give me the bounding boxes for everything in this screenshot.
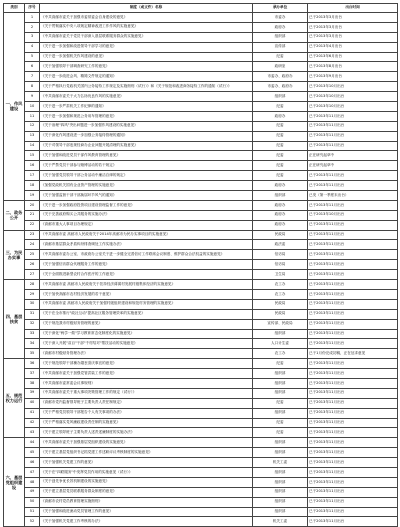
issue-time: 已于2013年11月出台 [308,458,398,468]
issue-time: 已于2013年11月出台 [308,141,398,151]
table-body [4,13,398,527]
row-number: 27 [25,270,40,280]
issue-time: 已于2013年11月出台 [308,398,398,408]
issue-time: 已于2013年11月出台 [308,121,398,131]
issue-time: 已于2013年11月出台 [308,487,398,497]
table-row [4,32,398,42]
document-name: 《关于建立基层党组织书记抓党建工作述职评议考核制度的实施意见》 [40,448,253,458]
row-number: 18 [25,181,40,191]
issue-time: 已于2013年10月出台 [308,210,398,220]
table-row [4,517,398,527]
document-name: 《关于加快高邮市农村经济发展的若干意见》 [40,289,253,299]
document-name: 《中共高邮市委 高邮市人民政府关于扶持经济薄弱村发展村级集体经济的实施意见》 [40,280,253,290]
row-number: 9 [25,92,40,102]
issue-time: 已于2013年3月出台 [308,32,398,42]
table-row [4,398,398,408]
row-number: 38 [25,378,40,388]
responsible-unit: 纪委 [253,359,308,369]
document-name: 《中共高邮市委办公室、市政府办公室关于进一步健全完善信访工作联席会议制度、维护群众合法权益的实施意见》 [40,250,253,260]
responsible-unit: 组织部 [253,448,308,458]
issue-time: 已于2013年3月出台 [308,22,398,32]
table-row [4,230,398,240]
row-number: 34 [25,339,40,349]
table-row [4,191,398,201]
issue-time: 已于2013年9月出台 [308,72,398,82]
responsible-unit: 组织部 [253,329,308,339]
row-number: 20 [25,200,40,210]
document-name: 《关于进一步加强机关作风建设的意见》 [40,52,253,62]
table-row [4,299,398,309]
table-row [4,378,398,388]
issue-time: 已于2013年11月出台 [308,359,398,369]
header-name: 制度（或文件）名称 [40,4,253,13]
row-number: 43 [25,428,40,438]
category-cell: 六、基层党组织建设 [4,438,25,527]
document-name: 《关于对领导干部违规经商办企业问题开展清理的实施意见》 [40,141,253,151]
issue-time: 已于2013年11月出台 [308,448,398,458]
row-number: 39 [25,388,40,398]
table-row [4,111,398,121]
table-row [4,309,398,319]
row-number: 3 [25,32,40,42]
document-name: 《高邮市农村党员教育管理实施细则》 [40,497,253,507]
responsible-unit: 宣传部、民政局 [253,319,308,329]
header-time: 出台时间 [308,4,398,13]
document-name: 《关于建立领导班子主要负责人述责述廉制度的实施办法》 [40,428,253,438]
row-number: 45 [25,448,40,458]
table-row [4,82,398,92]
responsible-unit: 市委办、政府办 [253,82,308,92]
document-name: 《关于全面推进新型农村合作医疗的工作意见》 [40,270,253,280]
row-number: 46 [25,458,40,468]
table-row [4,289,398,299]
responsible-unit: 组织部 [253,378,308,388]
issue-time: 已于2013年11月出台 [308,299,398,309]
row-number: 33 [25,329,40,339]
table-row [4,240,398,250]
responsible-unit: 组织部 [253,408,308,418]
responsible-unit: 农工办 [253,289,308,299]
document-name: 《关于进一步改进会风、精简文件规定的通知》 [40,72,253,82]
document-name: 《关于严格落实党风廉政建设责任制的实施意见》 [40,418,253,428]
document-name: 《关于加强领导干部调查研究工作的意见》 [40,62,253,72]
table-row [4,458,398,468]
issue-time: 已于2013年11月出台 [308,497,398,507]
row-number: 28 [25,280,40,290]
issue-time: 已于2013年11月出台 [308,477,398,487]
table-row [4,22,398,32]
issue-time: 正在研究起草中 [308,161,398,171]
document-name: 《关于完善政府购买公共服务的实施办法》 [40,210,253,220]
table-row [4,339,398,349]
responsible-unit: 民政局 [253,299,308,309]
responsible-unit: 组织部 [253,388,308,398]
issue-time: 已于2013年11月出台 [308,270,398,280]
responsible-unit: 组织部 [253,32,308,42]
responsible-unit: 纪委 [253,161,308,171]
document-name: 《中共高邮市委 高邮市人民政府关于加强村级组织建设和规范村务管理的实施意见》 [40,299,253,309]
row-number: 24 [25,240,40,250]
row-number: 16 [25,161,40,171]
header-number: 序号 [25,4,40,13]
document-name: 《关于进一步加强和规范公务用车管理的意见》 [40,111,253,121]
category-cell: 二、政务公开 [4,200,25,230]
row-number: 4 [25,42,40,52]
row-number: 40 [25,398,40,408]
responsible-unit: 民政局 [253,230,308,240]
responsible-unit: 组织部 [253,369,308,379]
responsible-unit: 纪委 [253,418,308,428]
table-row [4,448,398,458]
issue-time: 已于2013年11月出台 [308,220,398,230]
row-number: 15 [25,151,40,161]
row-number: 44 [25,438,40,448]
row-number: 19 [25,191,40,201]
table-row [4,487,398,497]
document-name: 《中共高邮市委关于党员干部深入基层联系服务群众的实施意见》 [40,32,253,42]
regulations-table [3,3,398,527]
document-name: 《中共高邮市委 高邮市人民政府关于2014年高邮市为民办实事项目的实施意见》 [40,230,253,240]
table-row [4,349,398,359]
document-name: 《关于深入开展"双百"干部"千村结对"帮扶活动的实施意见》 [40,339,253,349]
row-number: 23 [25,230,40,240]
row-number: 11 [25,111,40,121]
responsible-unit: 机关工委 [253,517,308,527]
document-name: 《关于加强监督干部干部换届环节风气的通知》 [40,191,253,201]
table-row [4,329,398,339]
issue-time: 已于2013年11月出台 [308,309,398,319]
responsible-unit: 纪委 [253,398,308,408]
table-row [4,388,398,398]
responsible-unit: 组织部 [253,92,308,102]
category-cell: 四、基层扶贫 [4,280,25,359]
issue-time: 已于2013年11月出台 [308,369,398,379]
row-number: 21 [25,210,40,220]
row-number: 22 [25,220,40,230]
issue-time: 已于2013年11月出台 [308,171,398,181]
document-name: 《高邮市基层群众矛盾纠纷排查调处工作实施办法》 [40,240,253,250]
table-row [4,52,398,62]
row-number: 36 [25,359,40,369]
issue-time: 已于2013年11月出台 [308,230,398,240]
document-name: 《关于贯彻落实中央八项规定精神改进工作作风的实施意见》 [40,22,253,32]
responsible-unit: 机关工委 [253,458,308,468]
issue-time: 已于2013年11月出台 [308,388,398,398]
table-row [4,270,398,280]
row-number: 10 [25,102,40,112]
issue-time: 已于2013年11月出台 [308,240,398,250]
row-number: 26 [25,260,40,270]
row-number: 8 [25,82,40,92]
table-row [4,62,398,72]
responsible-unit: 市委办、政府办 [253,72,308,82]
issue-time: 已于2013年11月出台 [308,319,398,329]
document-name: 《关于严格执行党政机关国内公务接待工作规定及实施细则（试行）》和《关于规范和改进商务接待工作的通知（试行）》 [40,82,253,92]
table-row [4,131,398,141]
row-number: 6 [25,62,40,72]
issue-time: 已于2013年11月出台 [308,131,398,141]
responsible-unit: 组织部 [253,497,308,507]
row-number: 1 [25,13,40,23]
responsible-unit: 宣传部 [253,42,308,52]
table-row [4,72,398,82]
row-number: 29 [25,289,40,299]
responsible-unit: 组织部 [253,438,308,448]
document-name: 《关于建立基层党员联系服务群众制度的意见》 [40,487,253,497]
document-name: 《关于规范领导干部操办婚丧喜庆事宜的意见》 [40,359,253,369]
row-number: 5 [25,52,40,62]
row-number: 31 [25,309,40,319]
table-row [4,250,398,260]
issue-time: 已于2013年11月出台 [308,507,398,517]
table-row [4,92,398,102]
responsible-unit: 人口计生委 [253,339,308,349]
document-name: 《关于进一步加强政府投资项目建设管理监督工作的意见》 [40,200,253,210]
responsible-unit: 组织部 [253,477,308,487]
issue-time: 已于2013年11月出台 [308,438,398,448]
row-number: 32 [25,319,40,329]
responsible-unit: 纪委 [253,52,308,62]
document-name: 《关于加强党员领导干部公务活动中廉洁自律的规定》 [40,171,253,181]
row-number: 41 [25,408,40,418]
row-number: 2 [25,22,40,32]
document-name: 《中共高邮市委关于加强市委常委会自身建设的意见》 [40,13,253,23]
responsible-unit: 政府办 [253,111,308,121]
issue-time: 已于2013年11月出台 [308,467,398,477]
issue-time: 已于2013年11月出台 [308,378,398,388]
table-row [4,359,398,369]
table-row [4,161,398,171]
document-name: 《高邮市党内监督领导班子主要负责人责任制规定》 [40,398,253,408]
row-number: 51 [25,507,40,517]
issue-time: 已于2013年11月出台 [308,428,398,438]
responsible-unit: 纪委 [253,131,308,141]
responsible-unit: 市委办 [253,13,308,23]
responsible-unit: 组织部 [253,507,308,517]
document-name: 《关于治理"四风"突出问题进一步加强作风建设的实施意见》 [40,121,253,131]
table-row [4,42,398,52]
issue-time: 已于2013年11月出台 [308,260,398,270]
responsible-unit: 政研室 [253,62,308,72]
responsible-unit: 政府办 [253,220,308,230]
issue-time: 正在研究起草中 [308,151,398,161]
category-cell: 一、作风建设 [4,13,25,201]
issue-time: 已于2013年11月出台 [308,200,398,210]
responsible-unit: 政府办 [253,210,308,220]
row-number: 17 [25,171,40,181]
document-name: 《关于进一步严肃机关工作纪律的通知》 [40,102,253,112]
responsible-unit: 纪委 [253,171,308,181]
responsible-unit: 组织部 [253,467,308,477]
document-name: 《关于加强信访群众代理服务工作的意见》 [40,260,253,270]
responsible-unit: 政府办 [253,22,308,32]
responsible-unit: 纪委 [253,121,308,131]
document-name: 《关于加强和改进党员干部作风教育管理的意见》 [40,151,253,161]
category-cell: 五、规范权力运行 [4,359,25,438]
document-name: 《关于在全市推行"政社互动"提高社区服务管理效率的实施意见》 [40,309,253,319]
issue-time: 已于2013年6月出台 [308,52,398,62]
header-category: 类别 [4,4,25,13]
issue-time: 已于2013年11月出台 [308,408,398,418]
issue-time: 已于2013年11月出台 [308,329,398,339]
table-row [4,369,398,379]
responsible-unit: 纪委 [253,151,308,161]
document-name: 《关于在"四联服务"中发挥党员作用的实施意见（试行）》 [40,467,253,477]
responsible-unit: 纪委 [253,102,308,112]
responsible-unit: 组织部 [253,487,308,497]
table-row [4,200,398,210]
table-row [4,418,398,428]
issue-time: 已于2013年11月出台 [308,517,398,527]
document-name: 《中共高邮市委关于加强基层党组织建设的实施意见》 [40,438,253,448]
document-name: 《关于加强机关党建工作考核的办法》 [40,517,253,527]
responsible-unit: 农工办 [253,349,308,359]
table-row [4,497,398,507]
document-name: 《关于深化"两学一做"学习教育常态化制度化的实施意见》 [40,329,253,339]
issue-time: 已于2013年11月出台 [308,280,398,290]
responsible-unit: 卫生局 [253,270,308,280]
row-number: 30 [25,299,40,309]
document-name: 《中共高邮市委关于大力弘扬优良作风的实施意见》 [40,92,253,102]
table-row [4,280,398,290]
responsible-unit: 组织部 [253,191,308,201]
issue-time: 已于2013年8月出台 [308,62,398,72]
document-name: 《中共高邮市委常委会议事规则》 [40,378,253,388]
document-name: 《关于严格党员领导干部报告个人有关事项的办法》 [40,408,253,418]
document-name: 《关于创先争优长效机制建设的实施意见》 [40,477,253,487]
responsible-unit: 民政局 [253,309,308,319]
issue-time: 已发（第一季度末出台） [308,191,398,201]
issue-time: 已于2013年11月出台 [308,289,398,299]
issue-time: 已于2013年11月出台 [308,111,398,121]
issue-time: 已于2013年11月出台 [308,181,398,191]
row-number: 7 [25,72,40,82]
table-row [4,408,398,418]
row-number: 49 [25,487,40,497]
table-header-row [4,4,398,13]
document-name: 《中共高邮市委关于加强党管武装工作的意见》 [40,369,253,379]
document-name: 《关于深化作风建设进一步加强公务接待管理的通知》 [40,131,253,141]
document-name: 《关于加强机关党建工作的意见》 [40,458,253,468]
responsible-unit: 信访局 [253,250,308,260]
row-number: 35 [25,349,40,359]
table-row [4,102,398,112]
document-name: 《中共高邮市委关于重大事项决策管理工作的规定（试行）》 [40,388,253,398]
issue-time: 已于2013年4月出台 [308,42,398,52]
document-name: 《关于加强和改进流动党员管理工作的意见》 [40,507,253,517]
row-number: 37 [25,369,40,379]
document-name: 《高邮市重大人事项目办理规定》 [40,220,253,230]
table-row [4,151,398,161]
row-number: 50 [25,497,40,507]
row-number: 14 [25,141,40,151]
row-number: 47 [25,467,40,477]
table-row [4,220,398,230]
issue-time: 已于2013年11月出台 [308,339,398,349]
row-number: 52 [25,517,40,527]
table-row [4,467,398,477]
responsible-unit: 政法委 [253,240,308,250]
row-number: 12 [25,121,40,131]
document-name: 《高邮市村级财务管理办法》 [40,349,253,359]
issue-time: 已于2013年10月出台 [308,102,398,112]
responsible-unit: 纪委 [253,428,308,438]
document-name: 《加强党政机关国有企业资产管理的实施意见》 [40,181,253,191]
row-number: 42 [25,418,40,428]
issue-time: 已于2013年11月出台 [308,250,398,260]
responsible-unit: 信访局 [253,260,308,270]
row-number: 48 [25,477,40,487]
responsible-unit: 政府办 [253,200,308,210]
table-row [4,181,398,191]
header-unit: 承办单位 [253,4,308,13]
responsible-unit: 纪委 [253,141,308,151]
table-row [4,141,398,151]
responsible-unit: 农工办 [253,280,308,290]
document-name: 《关于规范我市村级财务管理的意见》 [40,319,253,329]
table-row [4,13,398,23]
issue-time: 已于2013年11月出台 [308,418,398,428]
table-row [4,438,398,448]
table-row [4,171,398,181]
responsible-unit: 政府办 [253,181,308,191]
table-row [4,428,398,438]
table-row [4,121,398,131]
table-row [4,260,398,270]
row-number: 25 [25,250,40,260]
document-name: 《关于进一步加强和改进领导干部学习的意见》 [40,42,253,52]
table-row [4,319,398,329]
issue-time: 已于1月份完成初稿，正在征求意见 [308,349,398,359]
issue-time: 已于2013年3月出台 [308,13,398,23]
issue-time: 已于2013年10月出台 [308,92,398,102]
issue-time: 已于2013年10月出台 [308,82,398,92]
category-cell: 三、为民办实事 [4,230,25,279]
document-name: 《关于严禁党员干部参与赌博活动的若干规定》 [40,161,253,171]
table-row [4,477,398,487]
row-number: 13 [25,131,40,141]
table-row [4,210,398,220]
